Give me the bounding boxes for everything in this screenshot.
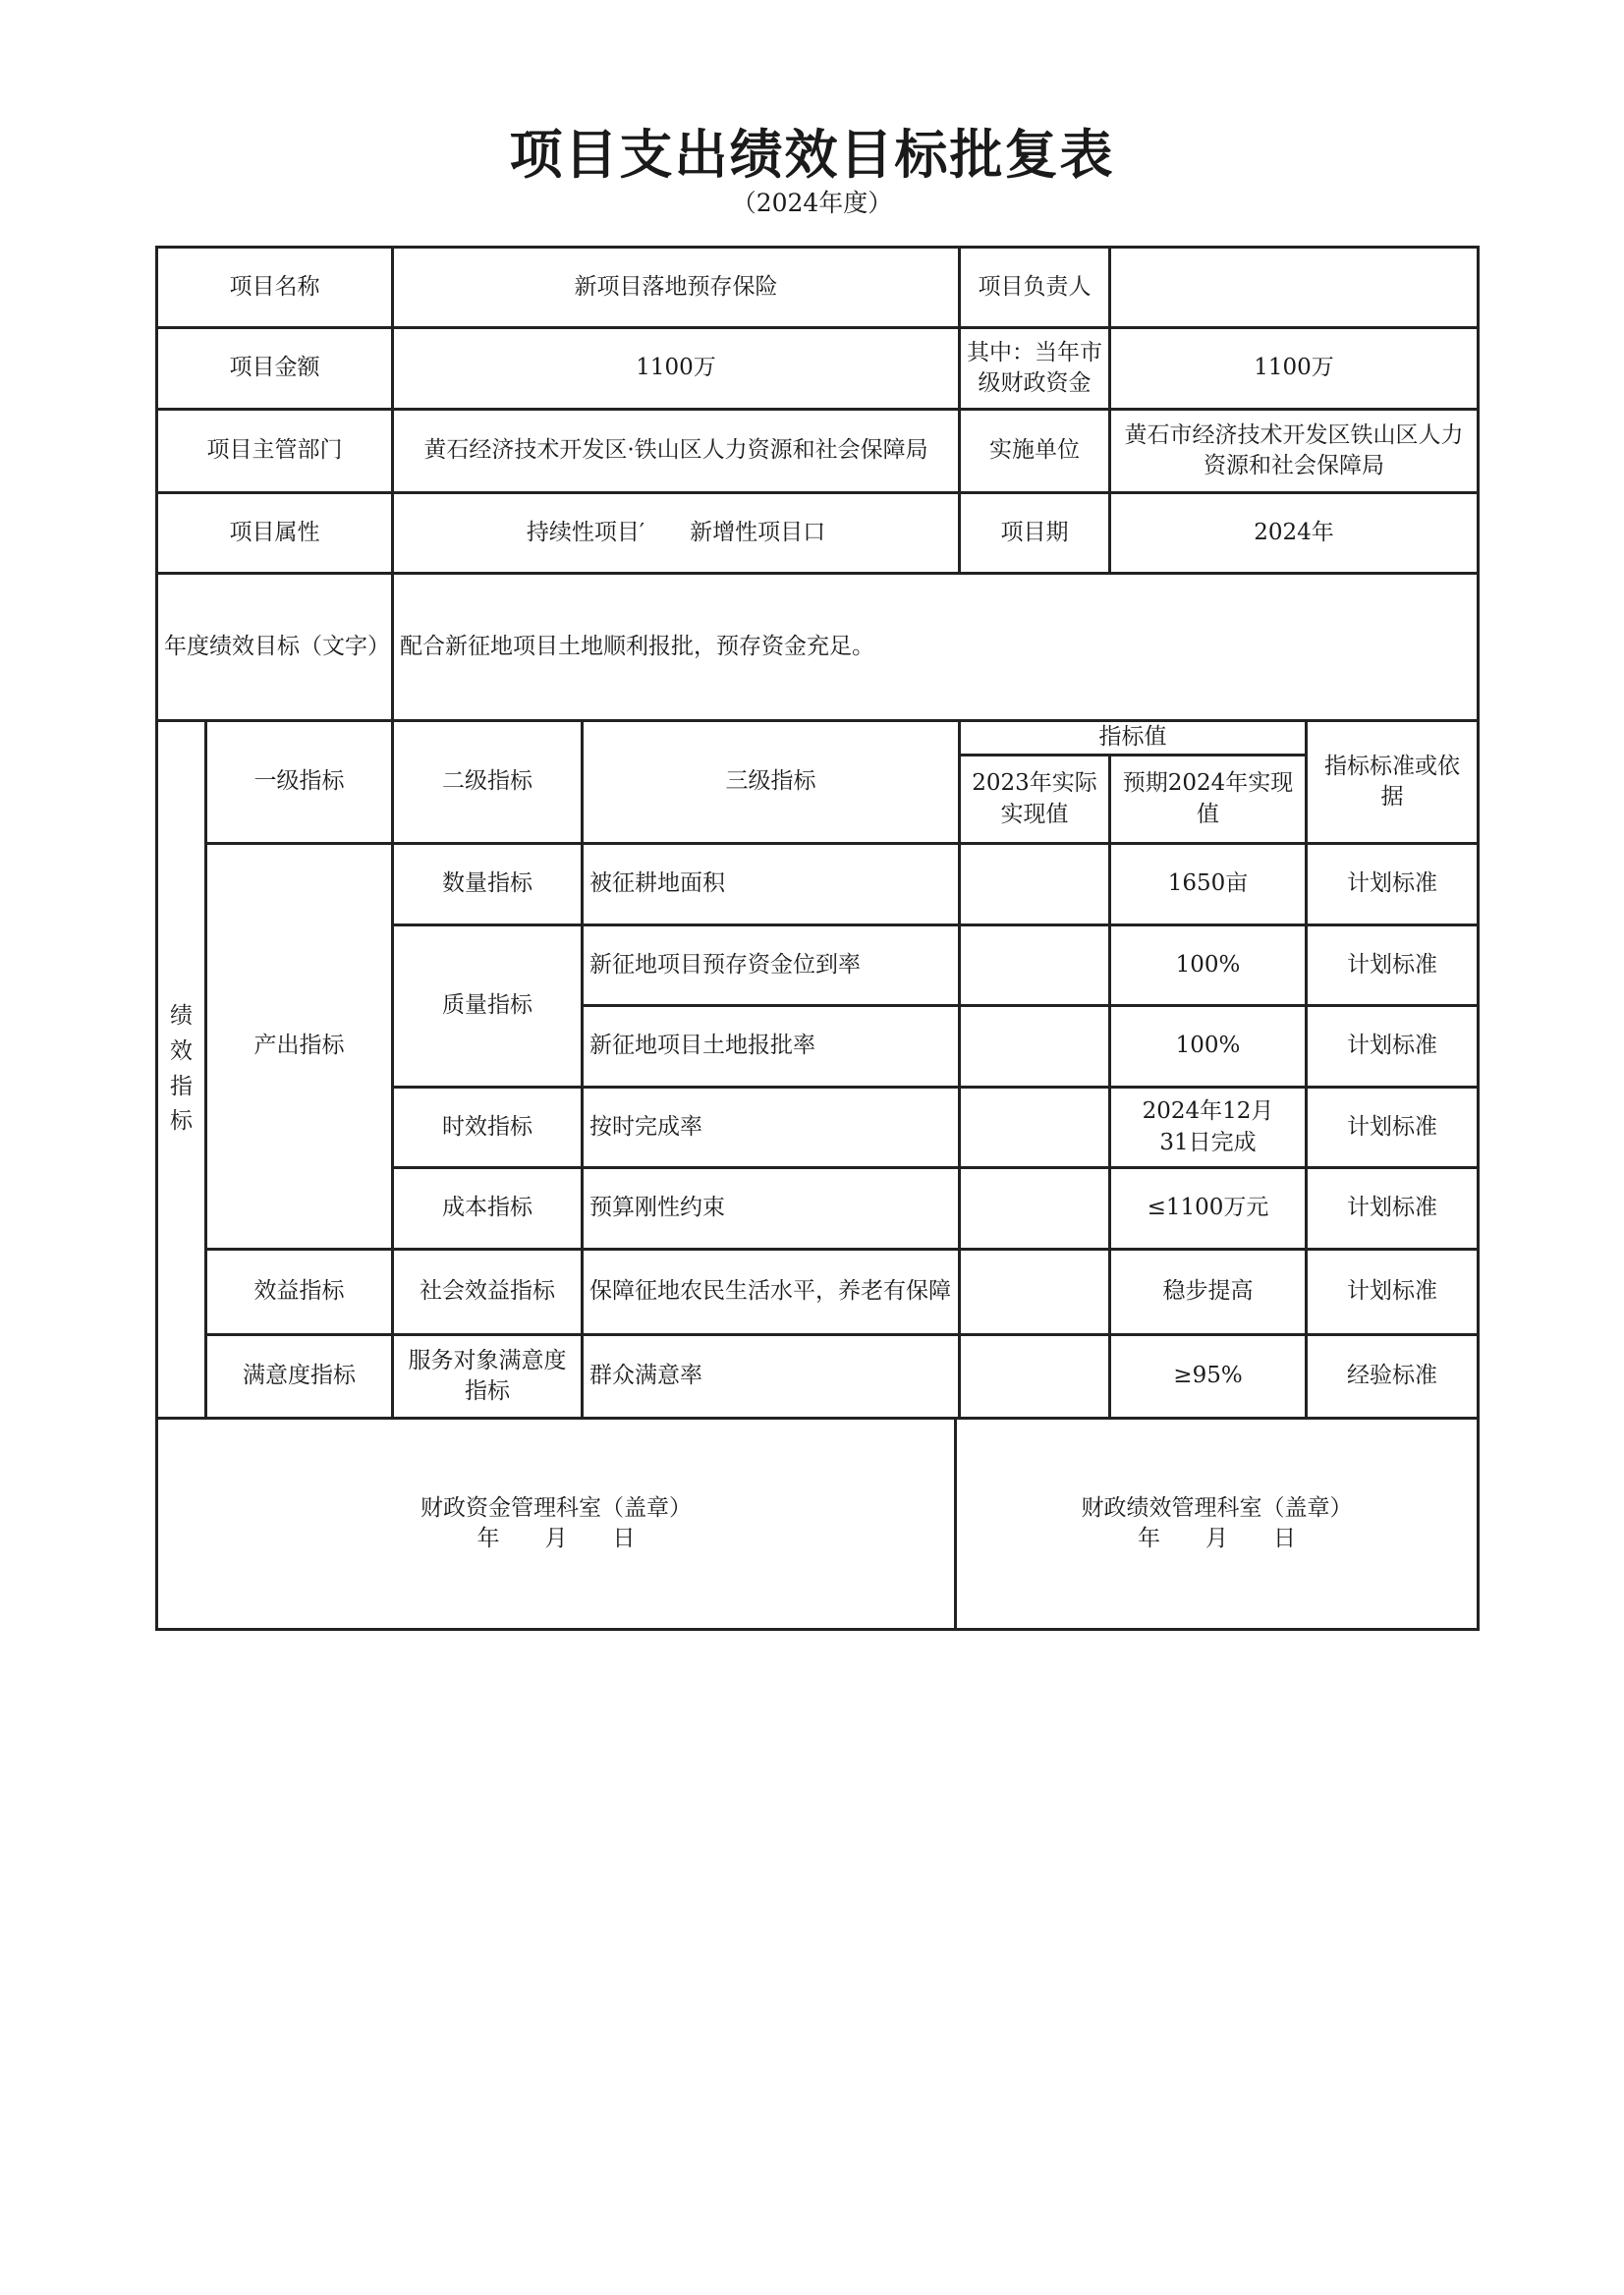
metric-level3: 新征地项目预存资金位到率 <box>589 951 861 978</box>
project-name-label: 项目名称 <box>229 273 320 300</box>
metric-standard: 计划标准 <box>1347 1195 1437 1221</box>
metric-expected: 稳步提高 <box>1162 1278 1254 1305</box>
page-title: 项目支出绩效目标批复表 <box>509 124 1115 186</box>
standard-header: 指标标准或依据 <box>1324 753 1460 810</box>
finance-fund-office-stamp <box>158 1420 954 1628</box>
metric-level2: 时效指标 <box>442 1113 532 1140</box>
metric-expected: 100% <box>1175 951 1241 978</box>
metric-standard: 计划标准 <box>1347 1113 1437 1140</box>
page-subtitle: （2024年度） <box>731 189 893 217</box>
level1-header: 一级指标 <box>253 768 345 795</box>
metric-actual <box>961 1251 1108 1333</box>
metric-level2: 社会效益指标 <box>420 1278 555 1305</box>
metric-expected: ≥95% <box>1173 1363 1243 1389</box>
actual-2023-header: 2023年实际实现值 <box>972 770 1097 827</box>
project-name-value: 新项目落地预存保险 <box>574 273 778 300</box>
metric-level2: 数量指标 <box>442 870 532 897</box>
metrics-side-label <box>158 722 204 1417</box>
finance-performance-office-date: 年 月 日 <box>1138 1526 1296 1551</box>
table-border-right <box>1477 246 1480 1631</box>
metric-standard: 计划标准 <box>1347 1278 1437 1305</box>
finance-performance-office-stamp <box>957 1420 1477 1628</box>
annual-goal-label: 年度绩效目标（文字） <box>164 633 390 659</box>
level2-header: 二级指标 <box>442 768 532 795</box>
metric-standard: 计划标准 <box>1347 1033 1437 1059</box>
metric-actual <box>961 1089 1108 1166</box>
metric-actual <box>961 1169 1108 1248</box>
dept-label: 项目主管部门 <box>206 437 343 464</box>
city-fund-value: 1100万 <box>1254 355 1334 381</box>
finance-fund-office-date: 年 月 日 <box>476 1526 636 1551</box>
metric-actual <box>961 845 1108 924</box>
project-leader-label: 项目负责人 <box>978 273 1092 300</box>
metric-level3: 新征地项目土地报批率 <box>589 1033 815 1059</box>
metric-actual <box>961 926 1108 1004</box>
metrics-side-label-text: 绩效指标 <box>170 1003 193 1135</box>
metric-level3: 按时完成率 <box>589 1113 702 1140</box>
metric-expected: 1650亩 <box>1167 870 1249 897</box>
metric-level3: 被征耕地面积 <box>589 870 725 897</box>
metric-expected: 2024年12月31日完成 <box>1142 1098 1274 1155</box>
metric-level2: 服务对象满意度指标 <box>408 1347 567 1404</box>
approval-form-table <box>155 246 1480 1631</box>
metric-level3: 保障征地农民生活水平，养老有保障 <box>589 1278 951 1305</box>
city-fund-label: 其中：当年市级财政资金 <box>967 339 1102 396</box>
level3-header: 三级指标 <box>725 768 816 795</box>
project-attr-label: 项目属性 <box>229 519 320 545</box>
finance-fund-office-label: 财政资金管理科室（盖章） <box>420 1494 692 1521</box>
metric-actual <box>961 1336 1108 1417</box>
benefit-group-label: 效益指标 <box>253 1278 345 1305</box>
project-amount-label: 项目金额 <box>229 355 320 381</box>
finance-performance-office-label: 财政绩效管理科室（盖章） <box>1081 1494 1353 1521</box>
project-period-label: 项目期 <box>1000 519 1069 545</box>
metric-level3: 群众满意率 <box>589 1363 702 1389</box>
project-period-value: 2024年 <box>1254 519 1334 545</box>
metric-actual <box>961 1007 1108 1086</box>
project-amount-value: 1100万 <box>636 355 716 381</box>
annual-goal-value: 配合新征地项目土地顺利报批，预存资金充足。 <box>400 633 874 659</box>
metric-standard: 计划标准 <box>1347 870 1437 897</box>
values-header: 指标值 <box>1098 724 1167 751</box>
impl-unit-value: 黄石市经济技术开发区铁山区人力资源和社会保障局 <box>1124 421 1464 478</box>
metric-level2: 成本指标 <box>442 1195 532 1221</box>
satisfaction-group-label: 满意度指标 <box>243 1363 356 1389</box>
metric-standard: 经验标准 <box>1347 1363 1437 1389</box>
project-attr-value: 持续性项目′ 新增性项目口 <box>526 519 826 545</box>
output-group-label: 产出指标 <box>253 1033 345 1059</box>
project-leader-value <box>1111 249 1477 326</box>
expected-2024-header: 预期2024年实现值 <box>1122 770 1294 827</box>
dept-value: 黄石经济技术开发区·铁山区人力资源和社会保障局 <box>423 437 928 464</box>
metric-level2: 质量指标 <box>442 992 532 1019</box>
metric-expected: ≤1100万元 <box>1147 1195 1269 1221</box>
table-border-bottom <box>155 1628 1480 1631</box>
metric-standard: 计划标准 <box>1347 951 1437 978</box>
metric-level3: 预算刚性约束 <box>589 1195 725 1221</box>
metric-expected: 100% <box>1175 1033 1241 1059</box>
impl-unit-label: 实施单位 <box>989 437 1080 464</box>
